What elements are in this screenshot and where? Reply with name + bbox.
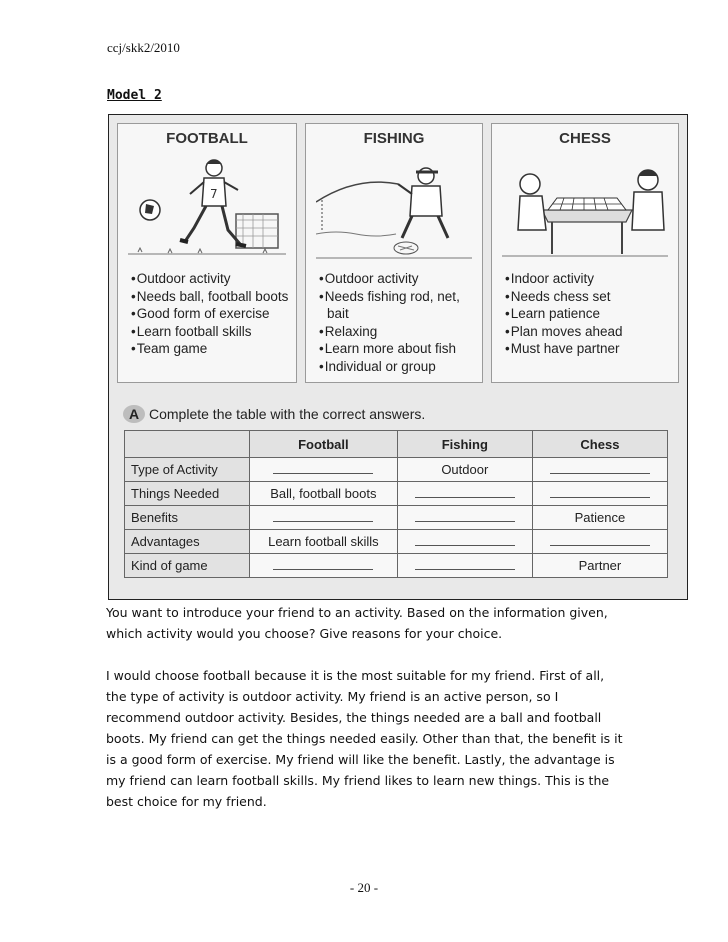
answer-blank[interactable]	[532, 530, 667, 554]
fishing-bullets	[318, 270, 478, 375]
chess-players-illustration	[502, 154, 668, 264]
panel-title-football: FOOTBALL	[166, 130, 248, 147]
bullet-item: • Must have partner	[504, 340, 674, 358]
table-header-row	[125, 431, 668, 458]
row-label: Benefits	[125, 506, 250, 530]
table-row	[125, 506, 668, 530]
bullet-item: • Individual or group	[318, 358, 478, 376]
model-title: Model 2	[107, 88, 162, 103]
row-label: Kind of game	[125, 554, 250, 578]
bullet-item: • Team game	[130, 340, 292, 358]
activity-table	[124, 430, 668, 578]
bullet-item: • Indoor activity	[504, 270, 674, 288]
panel-title-chess: CHESS	[559, 130, 611, 147]
panel-fishing	[305, 123, 483, 383]
answer-blank[interactable]	[532, 482, 667, 506]
answer-blank[interactable]	[250, 506, 398, 530]
table-row	[125, 530, 668, 554]
question-paragraph: You want to introduce your friend to an activity. Based on the information given, which activity would you choose? Give reasons for your choice.	[106, 605, 608, 641]
page-number: - 20 -	[349, 880, 379, 895]
row-label: Things Needed	[125, 482, 250, 506]
row-label: Type of Activity	[125, 458, 250, 482]
panel-title-fishing: FISHING	[363, 130, 425, 147]
table-cell: Ball, football boots	[250, 482, 398, 506]
table-row	[125, 482, 668, 506]
answer-blank[interactable]	[250, 554, 398, 578]
table-cell: Patience	[532, 506, 667, 530]
bullet-item: • Plan moves ahead	[504, 323, 674, 341]
document-code: ccj/skk2/2010	[107, 40, 180, 55]
table-header-cell: Football	[250, 431, 398, 458]
chess-bullets	[504, 270, 674, 358]
fishing-boy-illustration	[316, 154, 472, 264]
table-header-cell	[125, 431, 250, 458]
table-row	[125, 458, 668, 482]
answer-blank[interactable]	[397, 506, 532, 530]
bullet-item: • Learn football skills	[130, 323, 292, 341]
answer-blank[interactable]	[397, 530, 532, 554]
bullet-item: • Outdoor activity	[318, 270, 478, 288]
row-label: Advantages	[125, 530, 250, 554]
panel-chess	[491, 123, 679, 383]
bullet-item: • Good form of exercise	[130, 305, 292, 323]
bullet-item: • Needs fishing rod, net, bait	[318, 288, 478, 323]
table-header-cell: Fishing	[397, 431, 532, 458]
table-cell: Learn football skills	[250, 530, 398, 554]
task-letter-badge: A	[123, 405, 145, 423]
bullet-item: • Outdoor activity	[130, 270, 292, 288]
answer-blank[interactable]	[397, 482, 532, 506]
task-instruction-text: Complete the table with the correct answers.	[149, 406, 426, 422]
football-bullets	[130, 270, 292, 358]
table-cell: Outdoor	[397, 458, 532, 482]
svg-text:7: 7	[210, 187, 218, 201]
table-cell: Partner	[532, 554, 667, 578]
bullet-item: • Learn more about fish	[318, 340, 478, 358]
panel-football	[117, 123, 297, 383]
bullet-item: • Relaxing	[318, 323, 478, 341]
answer-blank[interactable]	[532, 458, 667, 482]
table-row	[125, 554, 668, 578]
football-player-illustration	[128, 154, 286, 264]
answer-paragraph: I would choose football because it is the most suitable for my friend. First of all, the type of activity is outdoor activity. My friend is an active person, so I recommend outdoor activity. Besides, the things needed are a ball and football boots. My friend can get the things needed easily. Other than that, the benefit is it is a good form of exercise. My friend will like the benefit. Lastly, the advantage is my friend can learn football skills. My friend likes to learn new things. This is the best choice for my friend.	[106, 668, 623, 809]
worksheet-scan	[108, 114, 688, 600]
answer-blank[interactable]	[397, 554, 532, 578]
task-instruction	[123, 405, 425, 423]
bullet-item: • Needs ball, football boots	[130, 288, 292, 306]
bullet-item: • Learn patience	[504, 305, 674, 323]
table-header-cell: Chess	[532, 431, 667, 458]
answer-blank[interactable]	[250, 458, 398, 482]
bullet-item: • Needs chess set	[504, 288, 674, 306]
